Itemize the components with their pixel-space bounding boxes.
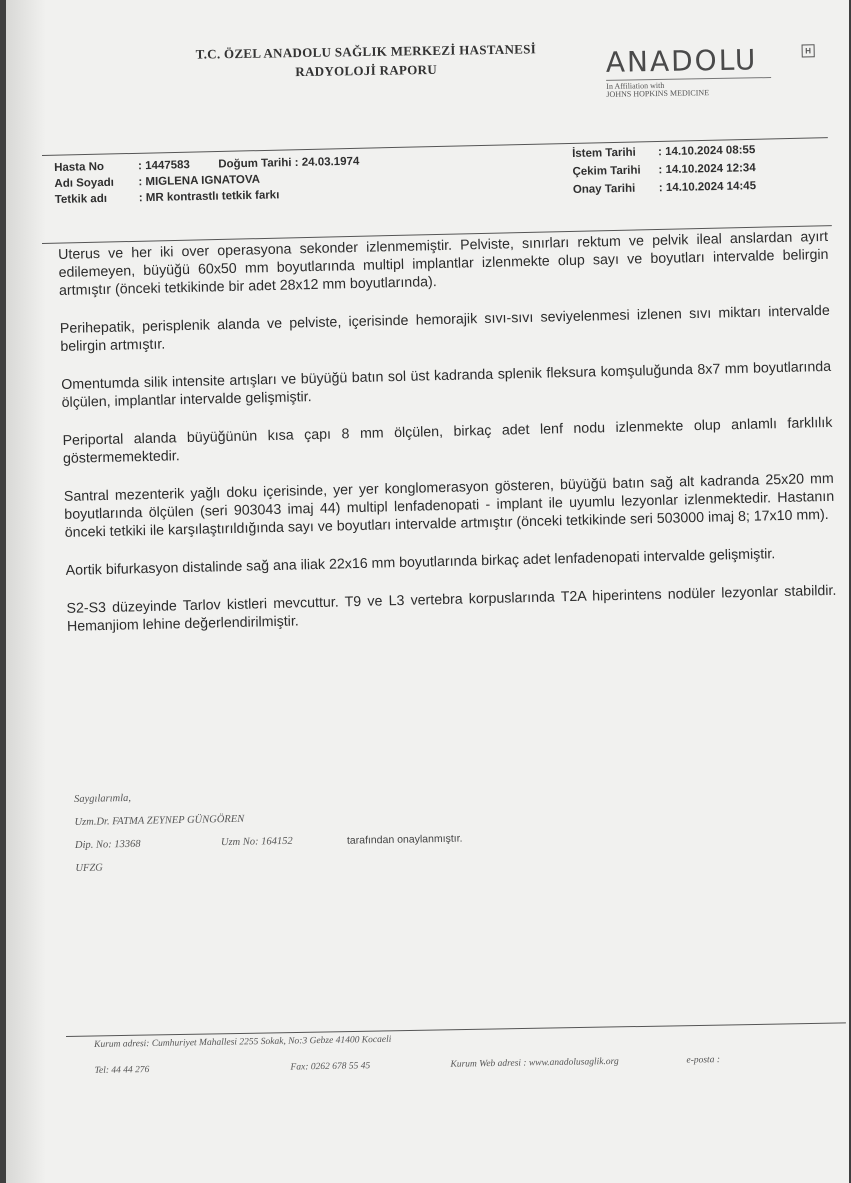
footer — [94, 1027, 815, 1092]
doctor-numbers-row — [74, 832, 463, 863]
report-title: RADYOLOJİ RAPORU — [295, 61, 438, 80]
institution-address: Kurum adresi: Cumhuriyet Mahallesi 2255 Sokak, No:3 Gebze 41400 Kocaeli — [94, 1034, 392, 1050]
report-paragraph: Santral mezenterik yağlı doku içerisinde, yer yer konglomerasyon gösteren, büyüğü batın sağ alt kadranda 25x20 mm boyutlarında ölçülen (seri 903043 imaj 44) multipl lenfadenopati - implant ile uyumlu lezyonlar izlenmektedir. Hastanın önceki tetkiki ile karşılaştırıldığında sayı ve boyutları intervalde artmıştır (önceki tetkikinde seri 503000 imaj 8; 17x10 mm). — [63, 470, 835, 541]
hospital-name: T.C. ÖZEL ANADOLU SAĞLIK MERKEZİ HASTANESİ — [195, 41, 537, 62]
patient-info — [54, 156, 360, 210]
hospital-badge-icon: H — [802, 44, 815, 57]
logo-affiliation — [606, 77, 771, 99]
scan-date-label: Çekim Tarihi — [572, 164, 641, 178]
affiliation-line2: JOHNS HOPKINS MEDICINE — [606, 88, 710, 99]
report-paragraph: Perihepatik, perisplenik alanda ve pelviste, içerisinde hemorajik sıvı-sıvı seviyelenmesi izlenen sıvı miktarı intervalde belirgin artmıştır. — [59, 302, 830, 355]
approval-date-label: Onay Tarihi — [572, 182, 636, 196]
website: Kurum Web adresi : www.anadolusaglik.org — [450, 1056, 619, 1070]
request-date-label: İstem Tarihi — [572, 146, 636, 160]
birth-date-value: : 24.03.1974 — [294, 155, 360, 169]
email: e-posta : — [686, 1055, 721, 1066]
report-paragraph: Omentumda silik intensite artışları ve büyüğü batın sol üst kadranda splenik fleksura komşuluğunda 8x7 mm boyutlarında ölçülen, implantlar intervalde gelişmiştir. — [61, 358, 832, 411]
exam-name-label: Tetkik adı — [54, 192, 108, 206]
report-paragraph: Periportal alanda büyüğünün kısa çapı 8 mm ölçülen, birkaç adet lenf nodu izlenmekte olup anlamlı farklılık göstermemektedir. — [62, 414, 833, 467]
patient-number-value: : 1447583 — [137, 159, 191, 173]
patient-name-label: Adı Soyadı — [54, 176, 115, 190]
phone-number: Tel: 44 44 276 — [94, 1065, 150, 1076]
fax-number: Fax: 0262 678 55 45 — [290, 1061, 371, 1073]
diploma-number: Dip. No: 13368 — [74, 838, 141, 851]
logo-name: ANADOLU — [605, 43, 758, 79]
greeting: Saygılarımla, — [74, 792, 132, 805]
patient-name-value: : MIGLENA IGNATOVA — [138, 173, 261, 189]
report-page — [6, 0, 849, 1183]
approval-date-value: : 14.10.2024 14:45 — [658, 180, 757, 195]
report-paragraph: Uterus ve her iki over operasyona sekonder izlenmemiştir. Pelviste, sınırları rektum ve pelvik ileal anslardan ayırt edilemeyen, büyüğü 60x50 mm boyutlarında multipl implantlar izlenmekte olup sayı ve boyutları intervalde belirgin artmıştır (önceki tetkikinde bir adet 28x12 mm boyutlarında). — [58, 228, 829, 299]
doctor-name: Uzm.Dr. FATMA ZEYNEP GÜNGÖREN — [74, 813, 245, 828]
signature-block — [74, 791, 463, 886]
birth-date-label: Doğum Tarihi — [218, 157, 292, 171]
report-body — [58, 228, 837, 656]
anadolu-logo — [606, 44, 827, 99]
report-paragraph: S2-S3 düzeyinde Tarlov kistleri mevcuttur. T9 ve L3 vertebra korpuslarında T2A hiperintens nodüler lezyonlar stabildir. Hemanjiom lehine değerlendirilmiştir. — [66, 582, 837, 635]
specialist-number: Uzm No: 164152 — [220, 835, 293, 849]
scan-date-value: : 14.10.2024 12:34 — [658, 162, 756, 177]
approval-date-row — [573, 180, 757, 202]
affiliation-line1: In Affiliation with — [606, 80, 665, 91]
patient-number-label: Hasta No — [54, 160, 105, 174]
doctor-code: UFZG — [75, 862, 103, 874]
hospital-header — [66, 37, 667, 84]
exam-name-value: : MR kontrastlı tetkik farkı — [138, 189, 280, 205]
date-info — [572, 144, 756, 202]
request-date-value: : 14.10.2024 08:55 — [657, 144, 756, 159]
report-paragraph: Aortik bifurkasyon distalinde sağ ana iliak 22x16 mm boyutlarında birkaç adet lenfadenopati intervalde gelişmiştir. — [65, 546, 776, 579]
approved-text: tarafından onaylanmıştır. — [346, 832, 463, 847]
